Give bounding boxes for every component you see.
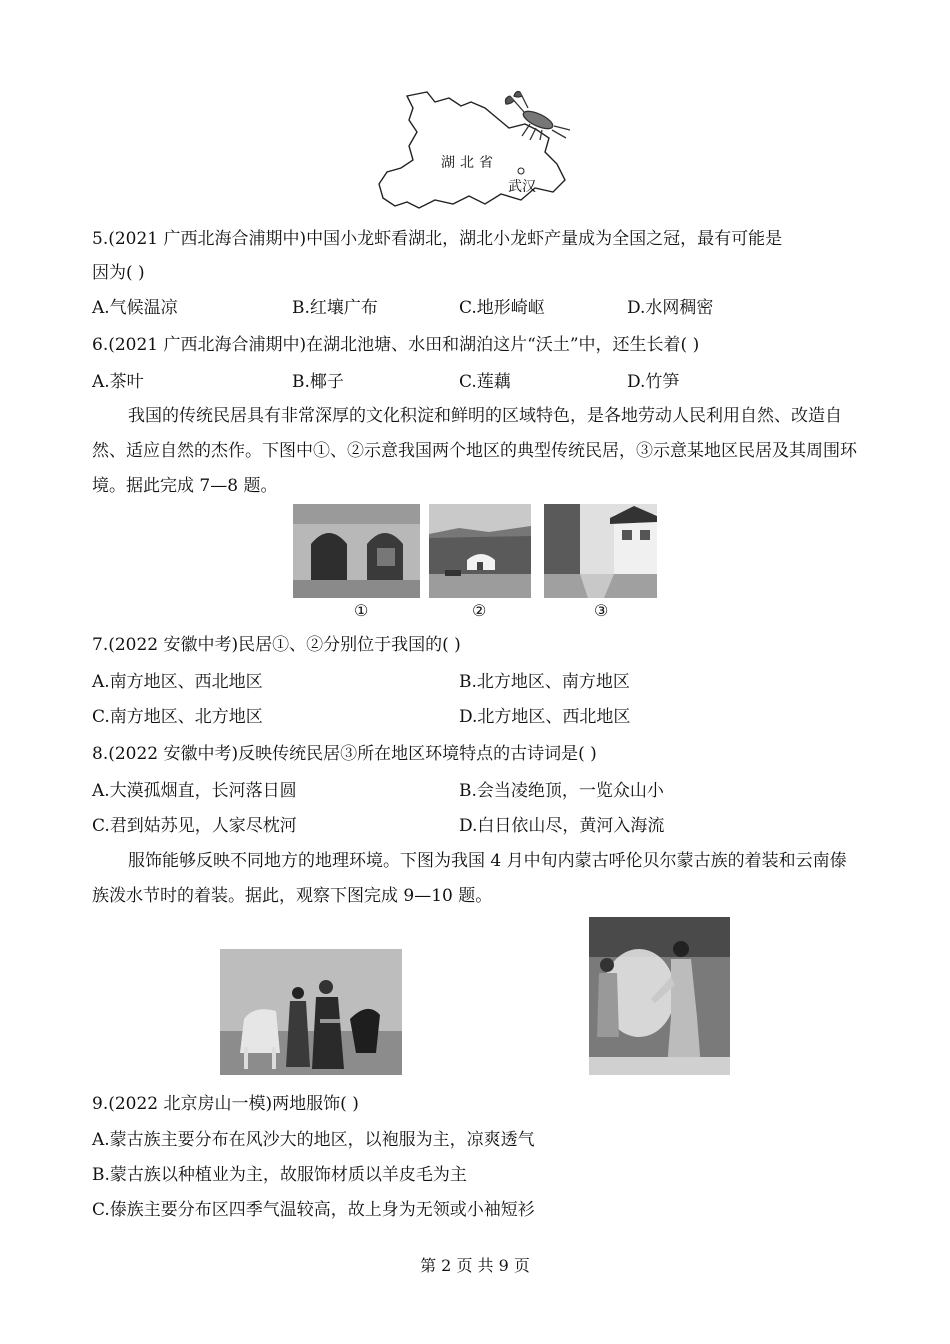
q7-option-d[interactable]: D.北方地区、西北地区 [459, 707, 631, 727]
q8-option-b[interactable]: B.会当凌绝顶，一览众山小 [459, 781, 664, 801]
q5-option-c[interactable]: C.地形崎岖 [459, 298, 545, 318]
mongolian-clothing-photo [220, 949, 402, 1075]
q5-stem-line2: 因为( ) [92, 263, 145, 283]
city-label: 武汉 [508, 179, 536, 195]
house-caption-2: ② [472, 601, 487, 620]
q6-option-c[interactable]: C.莲藕 [459, 372, 511, 392]
q8-option-c[interactable]: C.君到姑苏见，人家尽枕河 [92, 816, 297, 836]
house-photo-3 [544, 504, 657, 598]
q5-stem-line1: 5.(2021 广西北海合浦期中)中国小龙虾看湖北，湖北小龙虾产量成为全国之冠，最有可能是 [92, 229, 783, 249]
passage-houses: 我国的传统民居具有非常深厚的文化积淀和鲜明的区域特色，是各地劳动人民利用自然、改造自然、适应自然的杰作。下图中①、②示意我国两个地区的典型传统民居，③示意某地区民居及其周围环境。据此完成 7—8 题。 [92, 406, 857, 496]
q7-option-a[interactable]: A.南方地区、西北地区 [92, 672, 263, 692]
q6-option-d[interactable]: D.竹笋 [627, 372, 680, 392]
q8-option-a[interactable]: A.大漠孤烟直，长河落日圆 [92, 781, 297, 801]
q9-option-c[interactable]: C.傣族主要分布区四季气温较高，故上身为无领或小袖短衫 [92, 1200, 535, 1220]
house-caption-3: ③ [594, 601, 609, 620]
passage-clothing: 服饰能够反映不同地方的地理环境。下图为我国 4 月中旬内蒙古呼伦贝尔蒙古族的着装和云南傣族泼水节时的着装。据此，观察下图完成 9—10 题。 [92, 851, 847, 906]
dai-clothing-photo [589, 917, 730, 1075]
q9-option-b[interactable]: B.蒙古族以种植业为主，故服饰材质以羊皮毛为主 [92, 1165, 467, 1185]
q7-stem: 7.(2022 安徽中考)民居①、②分别位于我国的( ) [92, 635, 461, 655]
q9-option-a[interactable]: A.蒙古族主要分布在风沙大的地区，以袍服为主，凉爽透气 [92, 1130, 535, 1150]
house-photo-1 [293, 504, 420, 598]
page-footer: 第 2 页 共 9 页 [420, 1256, 530, 1275]
house-caption-1: ① [354, 601, 369, 620]
q5-option-d[interactable]: D.水网稠密 [627, 298, 714, 318]
q8-option-d[interactable]: D.白日依山尽，黄河入海流 [459, 816, 665, 836]
q9-stem: 9.(2022 北京房山一模)两地服饰( ) [92, 1094, 359, 1114]
q5-option-a[interactable]: A.气候温凉 [92, 298, 178, 318]
q6-option-b[interactable]: B.椰子 [292, 372, 344, 392]
q8-stem: 8.(2022 安徽中考)反映传统民居③所在地区环境特点的古诗词是( ) [92, 744, 597, 764]
q5-option-b[interactable]: B.红壤广布 [292, 298, 378, 318]
q6-option-a[interactable]: A.茶叶 [92, 372, 144, 392]
house-photo-2 [429, 504, 531, 598]
q7-option-b[interactable]: B.北方地区、南方地区 [459, 672, 630, 692]
crayfish-icon [500, 90, 572, 142]
province-label: 湖北省 [441, 155, 498, 171]
q7-option-c[interactable]: C.南方地区、北方地区 [92, 707, 263, 727]
hubei-map [375, 88, 575, 216]
q6-stem: 6.(2021 广西北海合浦期中)在湖北池塘、水田和湖泊这片“沃土”中，还生长着( ) [92, 335, 700, 355]
